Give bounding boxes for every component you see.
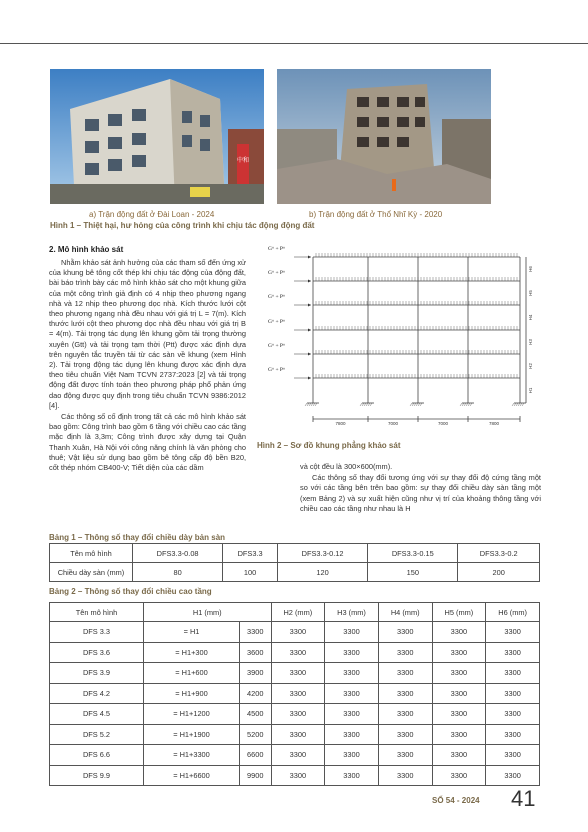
table2-cell: 3300 <box>432 663 486 684</box>
table2-row <box>50 683 540 704</box>
right-column-text <box>300 462 541 514</box>
table2-header: H1 (mm) <box>144 603 272 622</box>
table1-cell: 150 <box>368 563 458 582</box>
support-hatch <box>313 403 315 406</box>
table2-cell: 9900 <box>240 765 272 786</box>
support-hatch <box>360 403 362 406</box>
table2-cell: 3300 <box>325 765 379 786</box>
table2-cell: 3300 <box>271 745 325 766</box>
table2-row <box>50 704 540 725</box>
support-hatch <box>307 403 309 406</box>
table2-cell: 3900 <box>240 663 272 684</box>
table2-cell: 3300 <box>486 622 540 643</box>
table2-cell: 3300 <box>432 622 486 643</box>
table2 <box>49 602 540 786</box>
story-height-label: H4 <box>528 314 533 321</box>
span-label: 7000 <box>387 421 399 426</box>
arrow-head <box>308 304 311 307</box>
table1-cell: 80 <box>133 563 223 582</box>
span-label: 7000 <box>437 421 449 426</box>
support-hatch <box>418 403 420 406</box>
support-hatch <box>520 403 522 406</box>
table2-cell: 3300 <box>486 704 540 725</box>
support-hatch <box>464 403 466 406</box>
support-hatch <box>470 403 472 406</box>
table2-cell: 3300 <box>378 642 432 663</box>
table2-cell: DFS 5.2 <box>50 724 144 745</box>
frame-diagram <box>258 236 548 434</box>
table2-cell: DFS 3.9 <box>50 663 144 684</box>
span-label: 7800 <box>488 421 500 426</box>
table2-cell: 3300 <box>325 745 379 766</box>
paragraph: Các thông số cố định trong tất cả các mô hình khảo sát bao gồm: Công trình bao gồm 6 tầng với chiều cao các tầng mặc định là 3,3m; Công trình được xây dựng tại Quận Thanh Xuân, Hà Nội với công năng chính là văn phòng cho thuê; Vật liệu sử dụng bao gồm bê tông cấp độ bền B20, cốt thép nhóm CB400-V; Tiết diện của các dầm <box>49 412 246 473</box>
table2-header: H3 (mm) <box>325 603 379 622</box>
page-number: 41 <box>511 786 536 811</box>
support-hatch <box>514 403 516 406</box>
support-hatch <box>414 403 416 406</box>
support-hatch <box>362 403 364 406</box>
table1 <box>49 543 540 582</box>
table2-cell: 3300 <box>378 745 432 766</box>
arrow-head <box>308 280 311 283</box>
support-hatch <box>460 403 462 406</box>
table2-row <box>50 765 540 786</box>
table2-cell: 3300 <box>325 683 379 704</box>
table2-cell: 3300 <box>432 704 486 725</box>
load-label: Gᵗᵗ + Pᵗᵗ <box>268 319 286 325</box>
caption-b: b) Trận động đất ở Thổ Nhĩ Kỳ - 2020 <box>309 210 443 219</box>
photo-a-sign: 中和 <box>236 157 250 164</box>
table2-header: H5 (mm) <box>432 603 486 622</box>
table1-header: DFS3.3-0.15 <box>368 544 458 563</box>
table2-cell: = H1+3300 <box>144 745 240 766</box>
load-label: Gᵗᵗ + Pᵗᵗ <box>268 294 286 300</box>
support-hatch <box>518 403 520 406</box>
support-hatch <box>516 403 518 406</box>
table2-cell: = H1+600 <box>144 663 240 684</box>
paragraph: Nhằm khảo sát ảnh hưởng của các tham số đến ứng xử của khung bê tông cốt thép khi chịu tác động của động đất, bài báo trình bày các mô hình khảo sát cho một khung giữa của một công trình giả định có 4 nhịp theo phương ngang nhà và 12 nhịp theo phương dọc nhà. Kích thước lưới cột theo phương ngang nhà đều nhau với giá trị L = 7(m). Kích thước lưới cột theo phương dọc nhà đều nhau với giá trị B = 4(m). Tải trọng tác dụng lên khung gồm tải trọng thường xuyên (Gtt) và tải trọng tạm thời (Ptt) được xác định dựa trên nguyên tắc truyền tải từ các sàn về khung (xem Hình 2). Tải trọng động tác dụng lên khung được xác định dựa theo tiêu chuẩn Việt Nam TCVN 2737:2023 [2] và tải trọng động đất được tính toán theo phương pháp phổ phản ứng dao động được quy định trong tiêu chuẩn TCVN 9386:2012 [4]. <box>49 258 246 410</box>
table2-cell: 3300 <box>271 622 325 643</box>
section-heading: 2. Mô hình khảo sát <box>49 245 124 254</box>
table1-header: DFS3.3-0.2 <box>458 544 540 563</box>
table2-cell: 3300 <box>378 724 432 745</box>
table1-title: Bảng 1 – Thông số thay đổi chiều dày bản sàn <box>49 533 226 542</box>
table2-cell: 3300 <box>325 663 379 684</box>
table2-cell: 3300 <box>271 704 325 725</box>
table2-row <box>50 745 540 766</box>
table2-cell: = H1+1900 <box>144 724 240 745</box>
support-hatch <box>410 403 412 406</box>
table2-cell: 4500 <box>240 704 272 725</box>
caption-a: a) Trận động đất ở Đài Loan - 2024 <box>89 210 215 219</box>
table2-cell: 3300 <box>271 765 325 786</box>
table2-cell: 3300 <box>271 642 325 663</box>
table2-cell: 3600 <box>240 642 272 663</box>
table1-cell: 120 <box>277 563 367 582</box>
table2-cell: 3300 <box>486 724 540 745</box>
table2-cell: DFS 6.6 <box>50 745 144 766</box>
support-hatch <box>315 403 317 406</box>
load-label: Gᵗᵗ + Pᵗᵗ <box>268 246 286 252</box>
table2-cell: 3300 <box>271 683 325 704</box>
photo-taiwan-earthquake <box>50 69 264 204</box>
story-height-label: H2 <box>528 363 533 369</box>
table2-cell: DFS 3.3 <box>50 622 144 643</box>
paragraph: Các thông số thay đổi tương ứng với sự thay đổi độ cứng tầng một so với các tầng bên trên bao gồm: sự thay đổi chiều dày sàn tầng một (xem Bảng 2) và sự xuất hiện cũng như vị trí của khoảng thông tầng với chiều cao các tầng như nhau là H <box>300 473 541 513</box>
figure1-title: Hình 1 – Thiệt hại, hư hỏng của công trình khi chịu tác động động đất <box>50 221 315 230</box>
support-hatch <box>468 403 470 406</box>
table1-cell: 100 <box>223 563 278 582</box>
table2-cell: DFS 4.2 <box>50 683 144 704</box>
table2-row <box>50 663 540 684</box>
support-hatch <box>370 403 372 406</box>
table2-cell: 3300 <box>486 663 540 684</box>
table2-header: Tên mô hình <box>50 603 144 622</box>
table2-cell: 4200 <box>240 683 272 704</box>
story-height-label: H5 <box>528 290 533 296</box>
paragraph: và cột đều là 300×600(mm). <box>300 462 393 471</box>
support-hatch <box>368 403 370 406</box>
table2-cell: 3300 <box>378 622 432 643</box>
table2-cell: 3300 <box>378 765 432 786</box>
table2-header: H4 (mm) <box>378 603 432 622</box>
table2-row <box>50 724 540 745</box>
table2-cell: 3300 <box>325 642 379 663</box>
load-label: Gᵗᵗ + Pᵗᵗ <box>268 343 286 349</box>
photo-turkey-earthquake <box>277 69 491 204</box>
table2-cell: 3300 <box>432 642 486 663</box>
table2-cell: 3300 <box>271 663 325 684</box>
table2-cell: = H1+1200 <box>144 704 240 725</box>
story-height-label: H3 <box>528 339 533 345</box>
table2-cell: 3300 <box>378 704 432 725</box>
support-hatch <box>364 403 366 406</box>
table2-title: Bảng 2 – Thông số thay đổi chiều cao tầng <box>49 587 212 596</box>
table2-cell: 3300 <box>432 765 486 786</box>
table2-cell: 3300 <box>325 724 379 745</box>
support-hatch <box>466 403 468 406</box>
table2-row <box>50 642 540 663</box>
table2-cell: 3300 <box>486 745 540 766</box>
table2-header: H6 (mm) <box>486 603 540 622</box>
table2-cell: DFS 3.6 <box>50 642 144 663</box>
table2-header: H2 (mm) <box>271 603 325 622</box>
table2-cell: DFS 4.5 <box>50 704 144 725</box>
table2-cell: = H1+6600 <box>144 765 240 786</box>
support-hatch <box>512 403 514 406</box>
support-hatch <box>522 403 524 406</box>
arrow-head <box>308 329 311 332</box>
load-label: Gᵗᵗ + Pᵗᵗ <box>268 367 286 373</box>
table1-header: DFS3.3 <box>223 544 278 563</box>
support-hatch <box>366 403 368 406</box>
table2-cell: 3300 <box>432 745 486 766</box>
arrow-head <box>308 377 311 380</box>
table2-cell: = H1 <box>144 622 240 643</box>
table1-header: Tên mô hình <box>50 544 133 563</box>
arrow-head <box>308 353 311 356</box>
table1-header: DFS3.3-0.12 <box>277 544 367 563</box>
table2-cell: = H1+300 <box>144 642 240 663</box>
table1-cell: Chiều dày sàn (mm) <box>50 563 133 582</box>
header-rule <box>0 43 588 44</box>
span-label: 7800 <box>335 421 346 426</box>
table2-cell: 3300 <box>486 683 540 704</box>
table2-cell: 3300 <box>271 724 325 745</box>
table2-cell: 3300 <box>325 622 379 643</box>
story-height-label: H6 <box>528 266 533 272</box>
table2-cell: DFS 9.9 <box>50 765 144 786</box>
table1-header: DFS3.3-0.08 <box>133 544 223 563</box>
support-hatch <box>420 403 422 406</box>
table2-cell: 5200 <box>240 724 272 745</box>
issue-number: SỐ 54 - 2024 <box>432 796 480 805</box>
table2-cell: 3300 <box>432 683 486 704</box>
support-hatch <box>305 403 307 406</box>
table1-cell: 200 <box>458 563 540 582</box>
table2-cell: 3300 <box>486 765 540 786</box>
left-column-text <box>49 258 246 473</box>
table2-cell: 3300 <box>325 704 379 725</box>
load-label: Gᵗᵗ + Pᵗᵗ <box>268 270 286 276</box>
arrow-head <box>308 256 311 259</box>
figure2-title: Hình 2 – Sơ đồ khung phẳng khảo sát <box>257 441 401 450</box>
table2-cell: 3300 <box>432 724 486 745</box>
table2-cell: 3300 <box>486 642 540 663</box>
support-hatch <box>309 403 311 406</box>
support-hatch <box>311 403 313 406</box>
table2-row <box>50 622 540 643</box>
table2-cell: = H1+900 <box>144 683 240 704</box>
support-hatch <box>462 403 464 406</box>
support-hatch <box>412 403 414 406</box>
table2-cell: 3300 <box>240 622 272 643</box>
table2-cell: 6600 <box>240 745 272 766</box>
support-hatch <box>416 403 418 406</box>
table2-cell: 3300 <box>378 663 432 684</box>
table2-cell: 3300 <box>378 683 432 704</box>
story-height-label: H1 <box>528 387 533 394</box>
